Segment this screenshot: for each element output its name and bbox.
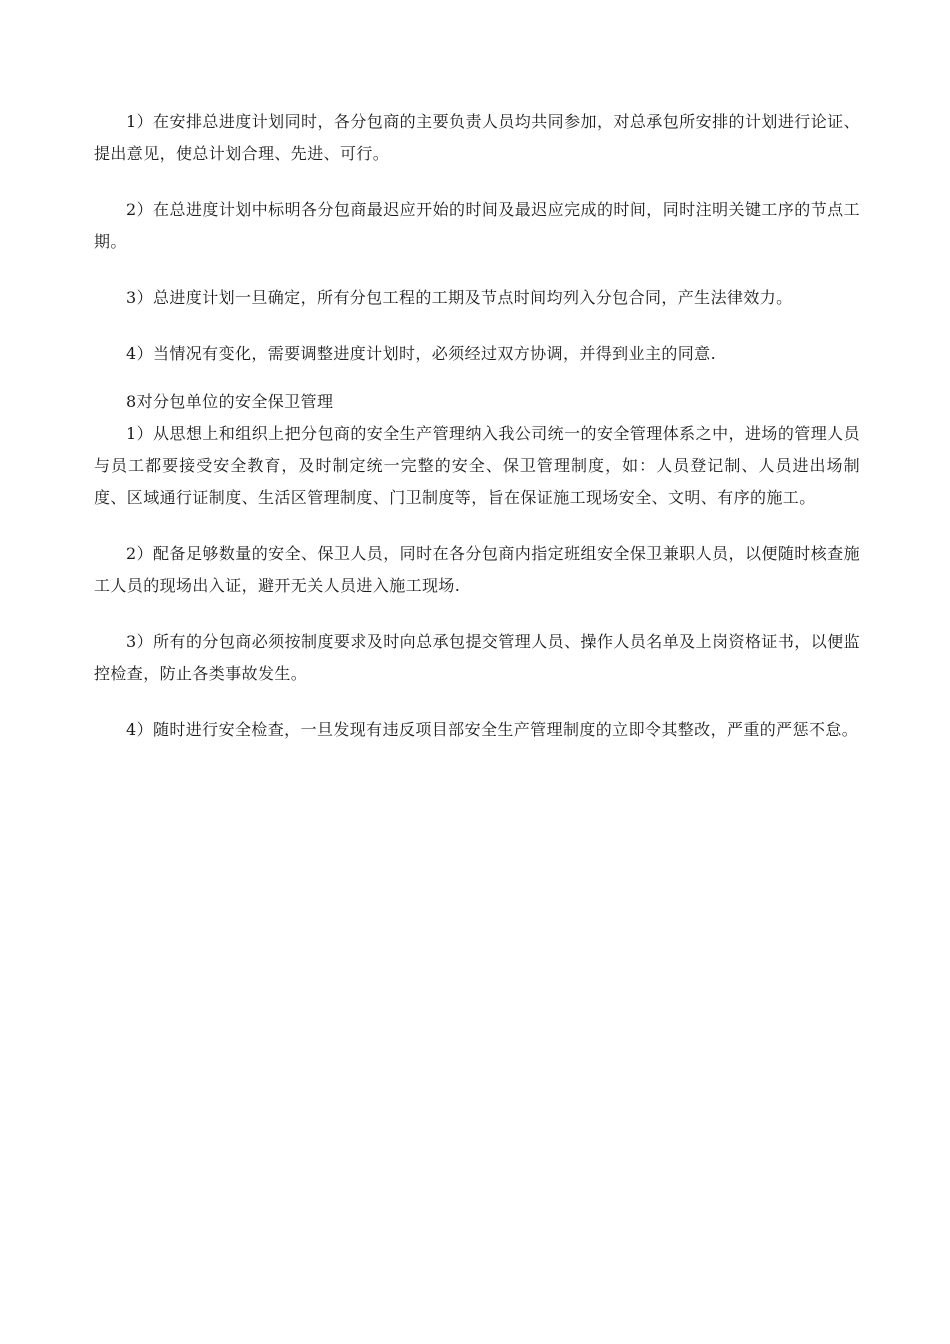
paragraph-schedule-4: 4）当情况有变化，需要调整进度计划时，必须经过双方协调，并得到业主的同意. xyxy=(126,344,717,363)
paragraph-schedule-3: 3）总进度计划一旦确定，所有分包工程的工期及节点时间均列入分包合同，产生法律效力。 xyxy=(126,288,793,307)
paragraph-schedule-1: 1）在安排总进度计划同时，各分包商的主要负责人员均共同参加，对总承包所安排的计划进行论证、提出意见，使总计划合理、先进、可行。 xyxy=(94,112,860,163)
paragraph-security-1: 1）从思想上和组织上把分包商的安全生产管理纳入我公司统一的安全管理体系之中，进场的管理人员与员工都要接受安全教育，及时制定统一完整的安全、保卫管理制度，如：人员登记制、人员进出场制度、区域通行证制度、生活区管理制度、门卫制度等，旨在保证施工现场安全、文明、有序的施工。 xyxy=(94,424,860,507)
paragraph-schedule-2: 2）在总进度计划中标明各分包商最迟应开始的时间及最迟应完成的时间，同时注明关键工序的节点工期。 xyxy=(94,200,860,251)
document-body xyxy=(94,106,860,770)
paragraph-security-4: 4）随时进行安全检查，一旦发现有违反项目部安全生产管理制度的立即令其整改，严重的严惩不怠。 xyxy=(126,720,859,739)
paragraph-security-3: 3）所有的分包商必须按制度要求及时向总承包提交管理人员、操作人员名单及上岗资格证书，以便监控检查，防止各类事故发生。 xyxy=(94,632,860,683)
section-heading: 8对分包单位的安全保卫管理 xyxy=(126,392,334,411)
paragraph-security-2: 2）配备足够数量的安全、保卫人员，同时在各分包商内指定班组安全保卫兼职人员，以便随时核查施工人员的现场出入证，避开无关人员进入施工现场. xyxy=(94,544,860,595)
